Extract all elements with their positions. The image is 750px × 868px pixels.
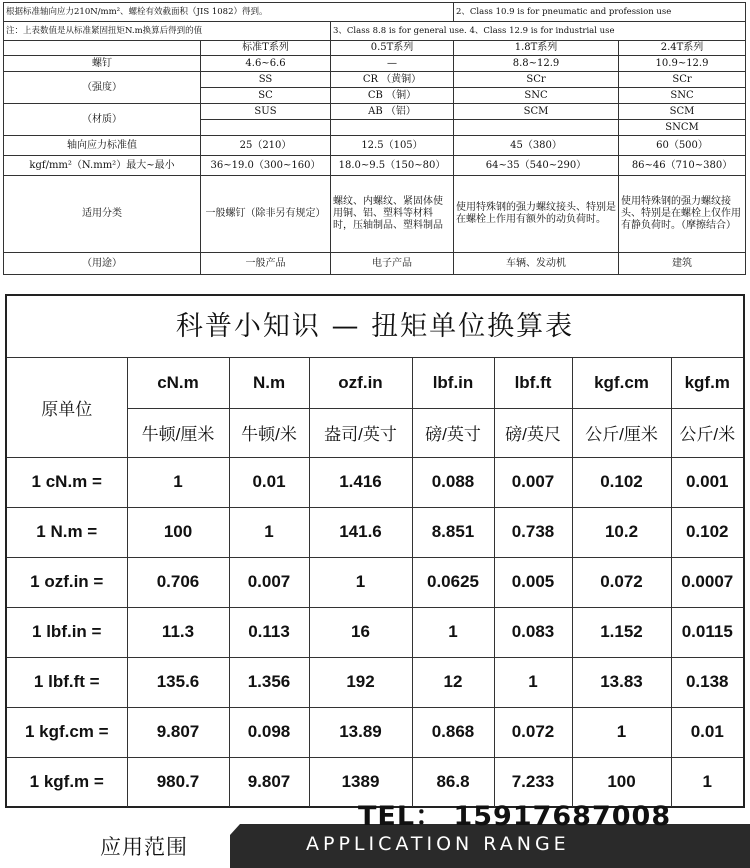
material-cell: SNCM <box>619 120 746 136</box>
origin-unit-header: 原单位 <box>7 358 127 457</box>
spec-note-4: 3、Class 8.8 is for general use. 4、Class 12.9 is for industrial use <box>331 22 746 41</box>
telephone-number: TEL： 15917687008 <box>358 801 672 832</box>
row-header: 1 lbf.ft = <box>7 657 127 707</box>
axial-stress-cell: 12.5（105） <box>331 136 454 156</box>
value-cell: 10.2 <box>572 507 671 557</box>
series-header: 标准T系列 <box>201 41 331 56</box>
value-cell: 1.152 <box>572 607 671 657</box>
table-row <box>7 457 743 507</box>
row-header: 1 N.m = <box>7 507 127 557</box>
table-row <box>7 507 743 557</box>
row-header: 1 kgf.m = <box>7 757 127 807</box>
value-cell: 0.072 <box>494 707 572 757</box>
axial-stress-cell: 45（380） <box>454 136 619 156</box>
table-row <box>7 707 743 757</box>
grade-cell: 8.8~12.9 <box>454 56 619 72</box>
value-cell: 0.088 <box>412 457 494 507</box>
unit-cn-header: 磅/英寸 <box>412 408 494 457</box>
value-cell: 13.83 <box>572 657 671 707</box>
value-cell: 0.005 <box>494 557 572 607</box>
value-cell: 0.138 <box>671 657 743 707</box>
unit-header: N.m <box>229 358 309 408</box>
value-cell: 16 <box>309 607 412 657</box>
use-cell: 电子产品 <box>331 253 454 275</box>
value-cell: 0.102 <box>671 507 743 557</box>
use-cell: 建筑 <box>619 253 746 275</box>
value-cell: 0.868 <box>412 707 494 757</box>
value-cell: 1389 <box>309 757 412 807</box>
value-cell: 1.416 <box>309 457 412 507</box>
grade-cell: 4.6~6.6 <box>201 56 331 72</box>
apply-cell: 使用特殊钢的强力螺纹接头、特别是在螺栓上仅作用有静负荷时。（摩擦结合） <box>619 176 746 253</box>
value-cell: 0.102 <box>572 457 671 507</box>
value-cell: 980.7 <box>127 757 229 807</box>
value-cell: 100 <box>572 757 671 807</box>
value-cell: 1 <box>309 557 412 607</box>
material-cell: AB （铝） <box>331 104 454 120</box>
footer-application-range-en: APPLICATION RANGE <box>306 833 570 855</box>
screw-label: 螺钉 <box>4 56 201 72</box>
value-cell: 0.083 <box>494 607 572 657</box>
row-header: 1 lbf.in = <box>7 607 127 657</box>
torque-conversion-panel <box>5 294 745 808</box>
value-cell: 1 <box>494 657 572 707</box>
material-cell <box>201 120 331 136</box>
range-label: kgf/mm²（N.mm²）最大~最小 <box>4 156 201 176</box>
table-row <box>7 657 743 707</box>
spec-note-3: 注：上表数值是从标准紧固扭矩N.m换算后得到的值 <box>4 22 331 41</box>
value-cell: 0.706 <box>127 557 229 607</box>
unit-header: lbf.ft <box>494 358 572 408</box>
row-header: 1 kgf.cm = <box>7 707 127 757</box>
unit-header: ozf.in <box>309 358 412 408</box>
torque-conversion-table <box>7 358 743 807</box>
use-cell: 车辆、发动机 <box>454 253 619 275</box>
unit-cn-header: 磅/英尺 <box>494 408 572 457</box>
value-cell: 12 <box>412 657 494 707</box>
spec-corner <box>4 41 201 56</box>
value-cell: 7.233 <box>494 757 572 807</box>
value-cell: 0.007 <box>229 557 309 607</box>
value-cell: 141.6 <box>309 507 412 557</box>
table-row <box>7 607 743 657</box>
use-cell: 一般产品 <box>201 253 331 275</box>
row-header: 1 ozf.in = <box>7 557 127 607</box>
material-cell: SCr <box>454 72 619 88</box>
spec-note-1: 根据标准轴向应力210N/mm²、螺栓有效截面积（JIS 1082）得到。 <box>4 3 454 22</box>
unit-cn-header: 公斤/厘米 <box>572 408 671 457</box>
value-cell: 1.356 <box>229 657 309 707</box>
unit-cn-header: 牛顿/厘米 <box>127 408 229 457</box>
axial-stress-cell: 25（210） <box>201 136 331 156</box>
value-cell: 0.0007 <box>671 557 743 607</box>
apply-cell: 螺纹、内螺纹、紧固体使用铜、铝、塑料等材料时，压轴制品、塑料制品 <box>331 176 454 253</box>
material-cell <box>331 120 454 136</box>
strength-label: （强度） <box>4 72 201 104</box>
table-row <box>7 557 743 607</box>
value-cell: 1 <box>671 757 743 807</box>
value-cell: 0.01 <box>671 707 743 757</box>
value-cell: 0.113 <box>229 607 309 657</box>
value-cell: 0.072 <box>572 557 671 607</box>
value-cell: 135.6 <box>127 657 229 707</box>
unit-header: cN.m <box>127 358 229 408</box>
footer-slant-shape <box>200 824 240 868</box>
material-cell: SCM <box>454 104 619 120</box>
value-cell: 8.851 <box>412 507 494 557</box>
material-cell: SS <box>201 72 331 88</box>
value-cell: 0.0625 <box>412 557 494 607</box>
value-cell: 0.01 <box>229 457 309 507</box>
material-cell: CR （黄铜） <box>331 72 454 88</box>
conversion-title: 科普小知识 — 扭矩单位换算表 <box>7 296 743 358</box>
value-cell: 0.007 <box>494 457 572 507</box>
axial-stress-label: 轴向应力标准值 <box>4 136 201 156</box>
value-cell: 0.098 <box>229 707 309 757</box>
value-cell: 1 <box>572 707 671 757</box>
series-header: 2.4T系列 <box>619 41 746 56</box>
material-cell: SUS <box>201 104 331 120</box>
grade-cell: — <box>331 56 454 72</box>
value-cell: 9.807 <box>229 757 309 807</box>
spec-note-2: 2、Class 10.9 is for pneumatic and profession use <box>454 3 746 22</box>
value-cell: 13.89 <box>309 707 412 757</box>
value-cell: 0.0115 <box>671 607 743 657</box>
value-cell: 9.807 <box>127 707 229 757</box>
material-cell: SC <box>201 88 331 104</box>
value-cell: 192 <box>309 657 412 707</box>
grade-cell: 10.9~12.9 <box>619 56 746 72</box>
footer-application-range-cn: 应用范围 <box>100 835 188 859</box>
material-cell: SCr <box>619 72 746 88</box>
series-header: 1.8T系列 <box>454 41 619 56</box>
bolt-spec-table <box>3 2 746 275</box>
axial-stress-cell: 60（500） <box>619 136 746 156</box>
material-cell: SNC <box>619 88 746 104</box>
value-cell: 0.001 <box>671 457 743 507</box>
value-cell: 11.3 <box>127 607 229 657</box>
unit-cn-header: 牛顿/米 <box>229 408 309 457</box>
value-cell: 1 <box>412 607 494 657</box>
value-cell: 1 <box>127 457 229 507</box>
value-cell: 100 <box>127 507 229 557</box>
unit-header: kgf.m <box>671 358 743 408</box>
unit-header: kgf.cm <box>572 358 671 408</box>
range-cell: 86~46（710~380） <box>619 156 746 176</box>
range-cell: 64~35（540~290） <box>454 156 619 176</box>
unit-header: lbf.in <box>412 358 494 408</box>
material-cell <box>454 120 619 136</box>
unit-cn-header: 公斤/米 <box>671 408 743 457</box>
material-cell: SCM <box>619 104 746 120</box>
value-cell: 86.8 <box>412 757 494 807</box>
material-cell: CB （铜） <box>331 88 454 104</box>
material-label: （材质） <box>4 104 201 136</box>
apply-cell: 使用特殊钢的强力螺纹接头、特别是在螺栓上作用有额外的动负荷时。 <box>454 176 619 253</box>
value-cell: 0.738 <box>494 507 572 557</box>
range-cell: 18.0~9.5（150~80） <box>331 156 454 176</box>
range-cell: 36~19.0（300~160） <box>201 156 331 176</box>
material-cell: SNC <box>454 88 619 104</box>
apply-label: 适用分类 <box>4 176 201 253</box>
row-header: 1 cN.m = <box>7 457 127 507</box>
apply-cell: 一般螺钉（除非另有规定） <box>201 176 331 253</box>
series-header: 0.5T系列 <box>331 41 454 56</box>
unit-cn-header: 盎司/英寸 <box>309 408 412 457</box>
use-label: （用途） <box>4 253 201 275</box>
value-cell: 1 <box>229 507 309 557</box>
